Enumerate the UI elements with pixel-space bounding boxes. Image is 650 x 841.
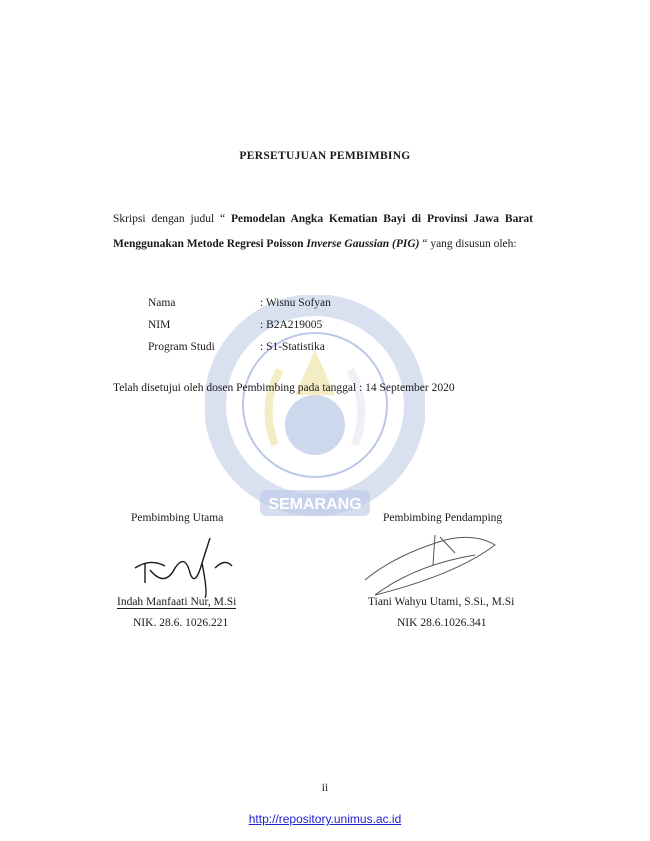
advisor-main-role: Pembimbing Utama [131, 512, 224, 524]
advisor-second-name: Tiani Wahyu Utami, S.Si., M.Si [368, 596, 515, 608]
field-row-nama [148, 297, 331, 309]
advisor-main-nik: NIK. 28.6. 1026.221 [133, 617, 229, 629]
advisor-second-signature [355, 525, 505, 605]
field-value: : B2A219005 [260, 319, 323, 331]
field-value: : S1-Statistika [260, 341, 325, 353]
advisor-second-nik: NIK 28.6.1026.341 [397, 617, 487, 629]
advisor-main-name: Indah Manfaati Nur, M.Si [117, 596, 237, 608]
thesis-title-italic: Inverse Gaussian (PIG) [306, 238, 420, 250]
page-title: PERSETUJUAN PEMBIMBING [239, 150, 411, 162]
advisor-main-signature [130, 528, 240, 598]
thesis-title: Pemodelan Angka Kematian Bayi di Provinsi Jawa Barat Menggunakan Metode Regresi Poisson [113, 213, 534, 250]
intro-paragraph [113, 207, 533, 257]
repository-link[interactable]: http://repository.unimus.ac.id [248, 812, 402, 826]
page-number: ii [321, 782, 329, 794]
field-label: NIM [148, 319, 171, 331]
advisor-second-role: Pembimbing Pendamping [383, 512, 503, 524]
field-row-program [148, 341, 325, 353]
intro-suffix: “ yang disusun oleh: [419, 238, 517, 250]
intro-prefix: Skripsi dengan judul “ [113, 213, 231, 225]
field-label: Program Studi [148, 341, 215, 353]
field-value: : Wisnu Sofyan [260, 297, 331, 309]
field-label: Nama [148, 297, 176, 309]
footer [0, 812, 650, 826]
approval-date-text: Telah disetujui oleh dosen Pembimbing pada tanggal : 14 September 2020 [113, 382, 455, 394]
seal-label: SEMARANG [268, 496, 362, 513]
field-row-nim [148, 319, 322, 331]
